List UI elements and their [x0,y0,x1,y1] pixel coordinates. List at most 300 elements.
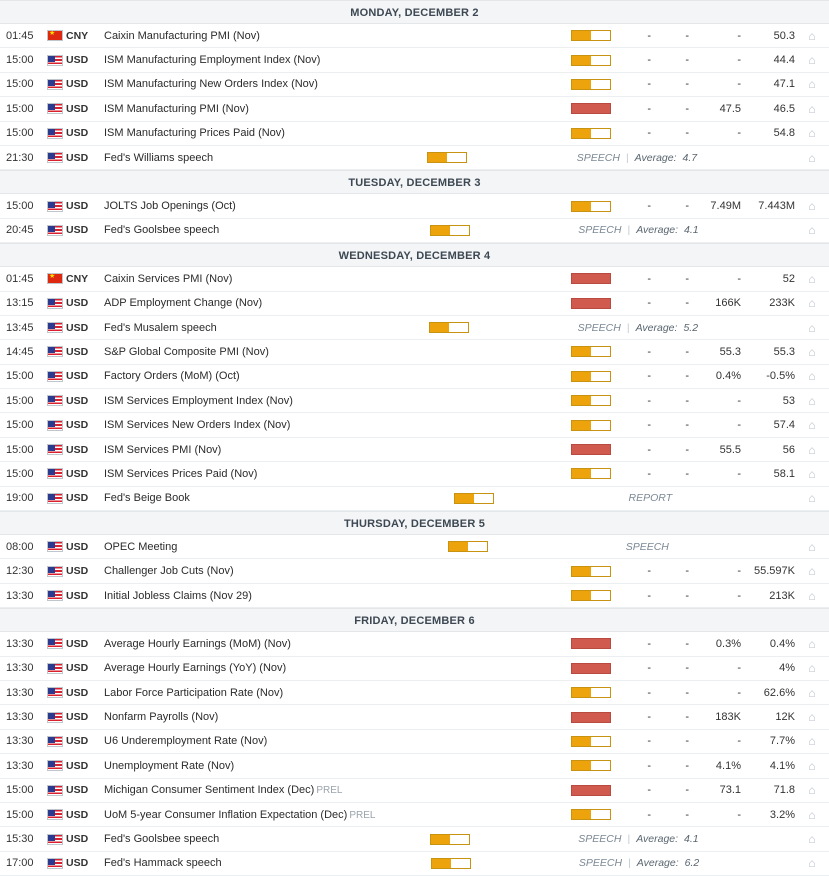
event-currency: USD [66,637,89,650]
event-col2: - [685,102,689,115]
calendar-event-row[interactable] [0,73,829,97]
event-special-label: SPEECH [578,833,622,846]
importance-indicator [424,834,476,845]
event-forecast: 166K [715,297,741,310]
event-col1: - [647,808,651,821]
event-name-text: ISM Services Prices Paid (Nov) [104,467,258,480]
event-col2: - [685,370,689,383]
alert-bell-icon[interactable]: ⌂ [808,223,816,238]
calendar-event-row[interactable] [0,48,829,72]
event-time: 17:00 [6,857,34,870]
event-special-label: SPEECH [625,540,669,553]
importance-indicator [565,785,617,796]
country-flag-icon [44,468,66,479]
event-name-text: Fed's Musalem speech [104,321,217,334]
alert-bell-icon[interactable]: ⌂ [808,588,816,603]
importance-indicator [565,444,617,455]
calendar-event-row[interactable] [0,705,829,729]
event-name-text: Factory Orders (MoM) (Oct) [104,370,240,383]
importance-indicator [425,858,477,869]
event-col2: - [685,29,689,42]
event-time: 01:45 [6,29,34,42]
event-name[interactable] [96,857,425,869]
calendar-event-row[interactable] [0,803,829,827]
country-flag-icon [44,152,66,163]
alert-bell-icon[interactable]: ⌂ [808,564,816,579]
alert-bell-icon[interactable]: ⌂ [808,418,816,433]
event-col2: - [685,467,689,480]
alert-bell-icon[interactable]: ⌂ [808,807,816,822]
event-col1: - [647,419,651,432]
importance-indicator [565,201,617,212]
event-name[interactable] [96,152,421,164]
event-name[interactable] [96,590,565,602]
calendar-event-row[interactable] [0,584,829,608]
event-time: 13:15 [6,297,34,310]
event-name-text: Michigan Consumer Sentiment Index (Dec) [104,784,315,797]
event-col1: - [647,394,651,407]
country-flag-icon [44,128,66,139]
event-time: 20:45 [6,224,34,237]
event-time: 13:30 [6,711,34,724]
importance-indicator [565,468,617,479]
event-forecast: 55.3 [719,345,741,358]
importance-indicator [565,712,617,723]
event-average-value: 4.1 [684,224,699,237]
alert-bell-icon[interactable]: ⌂ [808,271,816,286]
event-forecast: - [737,662,741,675]
importance-indicator [423,322,475,333]
importance-indicator [424,225,476,236]
event-name[interactable] [96,370,565,382]
event-currency: USD [66,297,89,310]
event-forecast: - [737,272,741,285]
alert-bell-icon[interactable]: ⌂ [808,344,816,359]
event-name[interactable] [96,30,565,42]
calendar-event-row[interactable] [0,487,829,511]
country-flag-icon [44,420,66,431]
calendar-event-row[interactable] [0,219,829,243]
country-flag-icon [44,638,66,649]
calendar-event-row[interactable] [0,24,829,48]
event-name[interactable] [96,565,565,577]
importance-indicator [565,128,617,139]
event-col1: - [647,297,651,310]
country-flag-icon [44,371,66,382]
event-time: 15:00 [6,467,34,480]
event-col1: - [647,735,651,748]
event-name[interactable] [96,760,565,772]
importance-indicator [565,298,617,309]
event-time: 13:30 [6,686,34,699]
event-currency: USD [66,78,89,91]
event-name-qualifier: PREL [349,809,376,821]
event-time: 15:00 [6,443,34,456]
event-forecast: - [737,808,741,821]
event-currency: USD [66,151,89,164]
importance-indicator [565,638,617,649]
event-col2: - [685,589,689,602]
event-name[interactable] [96,541,442,553]
alert-bell-icon[interactable]: ⌂ [808,685,816,700]
event-time: 15:00 [6,784,34,797]
calendar-event-row[interactable] [0,827,829,851]
event-name[interactable] [96,78,565,90]
event-actual: 3.2% [769,808,795,821]
day-header: TUESDAY, DECEMBER 3 [0,170,829,194]
event-actual: 12K [775,711,795,724]
event-name[interactable] [96,687,565,699]
event-name[interactable] [96,273,565,285]
event-name[interactable] [96,833,424,845]
event-col1: - [647,78,651,91]
event-average-value: 4.1 [684,833,699,846]
alert-bell-icon[interactable]: ⌂ [808,734,816,749]
alert-bell-icon[interactable]: ⌂ [808,783,816,798]
alert-bell-icon[interactable]: ⌂ [808,636,816,651]
calendar-event-row[interactable] [0,316,829,340]
alert-bell-icon[interactable]: ⌂ [808,101,816,116]
event-name-text: ISM Manufacturing Employment Index (Nov) [104,54,321,67]
importance-indicator [448,493,500,504]
event-special-separator: | [627,224,631,237]
event-name[interactable] [96,54,565,66]
event-name-text: UoM 5-year Consumer Inflation Expectation (Dec) [104,808,348,821]
event-special [475,322,801,334]
importance-indicator [565,273,617,284]
day-header: FRIDAY, DECEMBER 6 [0,608,829,632]
event-forecast: 0.3% [715,637,741,650]
event-name[interactable] [96,492,448,504]
event-name-qualifier: PREL [316,785,343,797]
event-actual: 53 [782,394,795,407]
event-actual: 7.443M [758,200,795,213]
country-flag-icon [44,590,66,601]
event-forecast: 183K [715,711,741,724]
alert-bell-icon[interactable]: ⌂ [808,856,816,871]
event-average-label: Average: [635,321,678,334]
event-name-text: Fed's Beige Book [104,492,190,505]
event-currency: USD [66,565,89,578]
event-time: 13:30 [6,637,34,650]
event-actual: 7.7% [769,735,795,748]
event-name-text: Average Hourly Earnings (YoY) (Nov) [104,662,287,675]
event-col1: - [647,565,651,578]
event-actual: 46.5 [773,102,795,115]
event-name[interactable] [96,662,565,674]
event-actual: 55.597K [754,565,795,578]
event-col1: - [647,443,651,456]
event-name-text: Caixin Services PMI (Nov) [104,272,233,285]
event-name[interactable] [96,103,565,115]
event-forecast: - [737,419,741,432]
event-forecast: - [737,127,741,140]
importance-indicator [565,809,617,820]
country-flag-icon [44,322,66,333]
event-col1: - [647,467,651,480]
event-forecast: - [737,394,741,407]
event-forecast: - [737,54,741,67]
importance-indicator [565,420,617,431]
importance-indicator [565,736,617,747]
event-name-text: Average Hourly Earnings (MoM) (Nov) [104,637,291,650]
calendar-event-row[interactable] [0,340,829,364]
event-currency: USD [66,224,89,237]
event-special [473,152,801,164]
importance-indicator [565,590,617,601]
alert-bell-icon[interactable]: ⌂ [808,296,816,311]
event-col1: - [647,784,651,797]
event-col1: - [647,272,651,285]
calendar-event-row[interactable] [0,657,829,681]
event-special-label: REPORT [628,492,673,505]
event-name[interactable] [96,809,565,821]
calendar-event-row[interactable] [0,267,829,291]
event-currency: USD [66,833,89,846]
event-col2: - [685,565,689,578]
event-time: 01:45 [6,272,34,285]
calendar-event-row[interactable] [0,462,829,486]
event-currency: USD [66,54,89,67]
alert-bell-icon[interactable]: ⌂ [808,539,816,554]
event-name[interactable] [96,297,565,309]
event-time: 13:30 [6,759,34,772]
event-name[interactable] [96,346,565,358]
alert-bell-icon[interactable]: ⌂ [808,758,816,773]
event-time: 13:45 [6,321,34,334]
event-currency: USD [66,370,89,383]
alert-bell-icon[interactable]: ⌂ [808,491,816,506]
event-average-label: Average: [636,224,679,237]
country-flag-icon [44,55,66,66]
alert-bell-icon[interactable]: ⌂ [808,320,816,335]
event-col1: - [647,589,651,602]
event-name[interactable] [96,395,565,407]
event-name[interactable] [96,127,565,139]
importance-indicator [565,760,617,771]
alert-bell-icon[interactable]: ⌂ [808,710,816,725]
event-name[interactable] [96,711,565,723]
event-actual: 57.4 [773,419,795,432]
event-name[interactable] [96,784,565,796]
event-actual: 55.3 [773,345,795,358]
event-name-text: ISM Services PMI (Nov) [104,443,222,456]
calendar-event-row[interactable] [0,122,829,146]
country-flag-icon [44,79,66,90]
event-actual: 233K [769,297,795,310]
day-header: THURSDAY, DECEMBER 5 [0,511,829,535]
event-name-text: Unemployment Rate (Nov) [104,759,235,772]
calendar-event-row[interactable] [0,754,829,778]
country-flag-icon [44,346,66,357]
day-header: WEDNESDAY, DECEMBER 4 [0,243,829,267]
event-name-text: ISM Services New Orders Index (Nov) [104,419,291,432]
importance-indicator [565,687,617,698]
country-flag-icon [44,273,66,284]
alert-bell-icon[interactable]: ⌂ [808,466,816,481]
event-currency: USD [66,394,89,407]
event-name[interactable] [96,444,565,456]
calendar-event-row[interactable] [0,535,829,559]
event-actual: 50.3 [773,29,795,42]
event-time: 15:00 [6,200,34,213]
country-flag-icon [44,712,66,723]
event-name[interactable] [96,419,565,431]
event-col2: - [685,686,689,699]
event-actual: 4% [779,662,795,675]
calendar-event-row[interactable] [0,413,829,437]
event-average-value: 6.2 [684,857,700,870]
event-col1: - [647,759,651,772]
event-average-label: Average: [636,833,679,846]
event-forecast: - [737,29,741,42]
alert-bell-icon[interactable]: ⌂ [808,442,816,457]
event-col1: - [647,662,651,675]
event-currency: USD [66,711,89,724]
event-actual: 52 [782,272,795,285]
event-average-label: Average: [634,151,677,164]
calendar-event-row[interactable] [0,559,829,583]
calendar-event-row[interactable] [0,730,829,754]
event-name[interactable] [96,224,424,236]
event-col1: - [647,54,651,67]
event-name-text: ISM Manufacturing New Orders Index (Nov) [104,78,318,91]
event-special-separator: | [626,321,630,334]
calendar-event-row[interactable] [0,292,829,316]
event-forecast: - [737,467,741,480]
event-currency: USD [66,467,89,480]
event-time: 15:00 [6,54,34,67]
event-time: 21:30 [6,151,34,164]
event-time: 08:00 [6,540,34,553]
event-col1: - [647,686,651,699]
importance-indicator [565,103,617,114]
calendar-event-row[interactable] [0,194,829,218]
event-col2: - [685,78,689,91]
calendar-event-row[interactable] [0,438,829,462]
event-name-text: Fed's Hammack speech [104,857,222,870]
event-name[interactable] [96,200,565,212]
event-time: 19:00 [6,492,34,505]
calendar-event-row[interactable] [0,632,829,656]
event-name[interactable] [96,322,423,334]
event-time: 13:30 [6,735,34,748]
event-name[interactable] [96,638,565,650]
alert-bell-icon[interactable]: ⌂ [808,77,816,92]
event-special [500,492,801,504]
event-special [476,224,801,236]
event-actual: -0.5% [766,370,795,383]
event-time: 13:30 [6,662,34,675]
event-time: 15:00 [6,102,34,115]
event-col2: - [685,54,689,67]
calendar-event-row[interactable] [0,389,829,413]
event-name-text: Labor Force Participation Rate (Nov) [104,686,284,699]
event-col2: - [685,394,689,407]
event-time: 15:00 [6,394,34,407]
country-flag-icon [44,760,66,771]
event-currency: USD [66,419,89,432]
event-actual: 4.1% [769,759,795,772]
alert-bell-icon[interactable]: ⌂ [808,53,816,68]
alert-bell-icon[interactable]: ⌂ [808,369,816,384]
event-special-label: SPEECH [577,321,621,334]
event-col1: - [647,29,651,42]
event-forecast: - [737,589,741,602]
event-forecast: 7.49M [710,200,741,213]
event-col2: - [685,759,689,772]
calendar-event-row[interactable] [0,97,829,121]
event-name-text: ADP Employment Change (Nov) [104,297,263,310]
event-col2: - [685,127,689,140]
event-currency: CNY [66,272,89,285]
event-col2: - [685,711,689,724]
event-time: 15:00 [6,370,34,383]
event-col2: - [685,419,689,432]
event-col2: - [685,200,689,213]
country-flag-icon [44,103,66,114]
event-col2: - [685,662,689,675]
event-currency: USD [66,321,89,334]
event-name-text: Caixin Manufacturing PMI (Nov) [104,29,260,42]
event-name-text: U6 Underemployment Rate (Nov) [104,735,268,748]
calendar-event-row[interactable] [0,365,829,389]
event-average-value: 5.2 [683,321,699,334]
event-actual: 0.4% [769,637,795,650]
event-forecast: 4.1% [715,759,741,772]
event-name[interactable] [96,735,565,747]
event-name[interactable] [96,468,565,480]
event-col2: - [685,443,689,456]
event-average-label: Average: [636,857,679,870]
country-flag-icon [44,493,66,504]
alert-bell-icon[interactable]: ⌂ [808,28,816,43]
alert-bell-icon[interactable]: ⌂ [808,832,816,847]
event-actual: 44.4 [773,54,795,67]
alert-bell-icon[interactable]: ⌂ [808,150,816,165]
importance-indicator [565,79,617,90]
event-name-text: ISM Services Employment Index (Nov) [104,394,293,407]
event-col1: - [647,102,651,115]
importance-indicator [565,30,617,41]
alert-bell-icon[interactable]: ⌂ [808,661,816,676]
event-forecast: 55.5 [719,443,741,456]
event-forecast: - [737,78,741,91]
importance-indicator [565,566,617,577]
event-forecast: 73.1 [719,784,741,797]
event-currency: USD [66,200,89,213]
alert-bell-icon[interactable]: ⌂ [808,126,816,141]
event-special [477,857,801,869]
calendar-event-row[interactable] [0,681,829,705]
calendar-event-row[interactable] [0,852,829,876]
event-name-text: JOLTS Job Openings (Oct) [104,200,236,213]
alert-bell-icon[interactable]: ⌂ [808,199,816,214]
event-name-text: Fed's Goolsbee speech [104,224,220,237]
country-flag-icon [44,663,66,674]
event-actual: 62.6% [763,686,795,699]
event-currency: USD [66,857,89,870]
importance-indicator [565,55,617,66]
event-col2: - [685,345,689,358]
event-col2: - [685,297,689,310]
importance-indicator [565,395,617,406]
event-col1: - [647,127,651,140]
event-currency: USD [66,102,89,115]
calendar-event-row[interactable] [0,779,829,803]
alert-bell-icon[interactable]: ⌂ [808,393,816,408]
calendar-event-row[interactable] [0,146,829,170]
